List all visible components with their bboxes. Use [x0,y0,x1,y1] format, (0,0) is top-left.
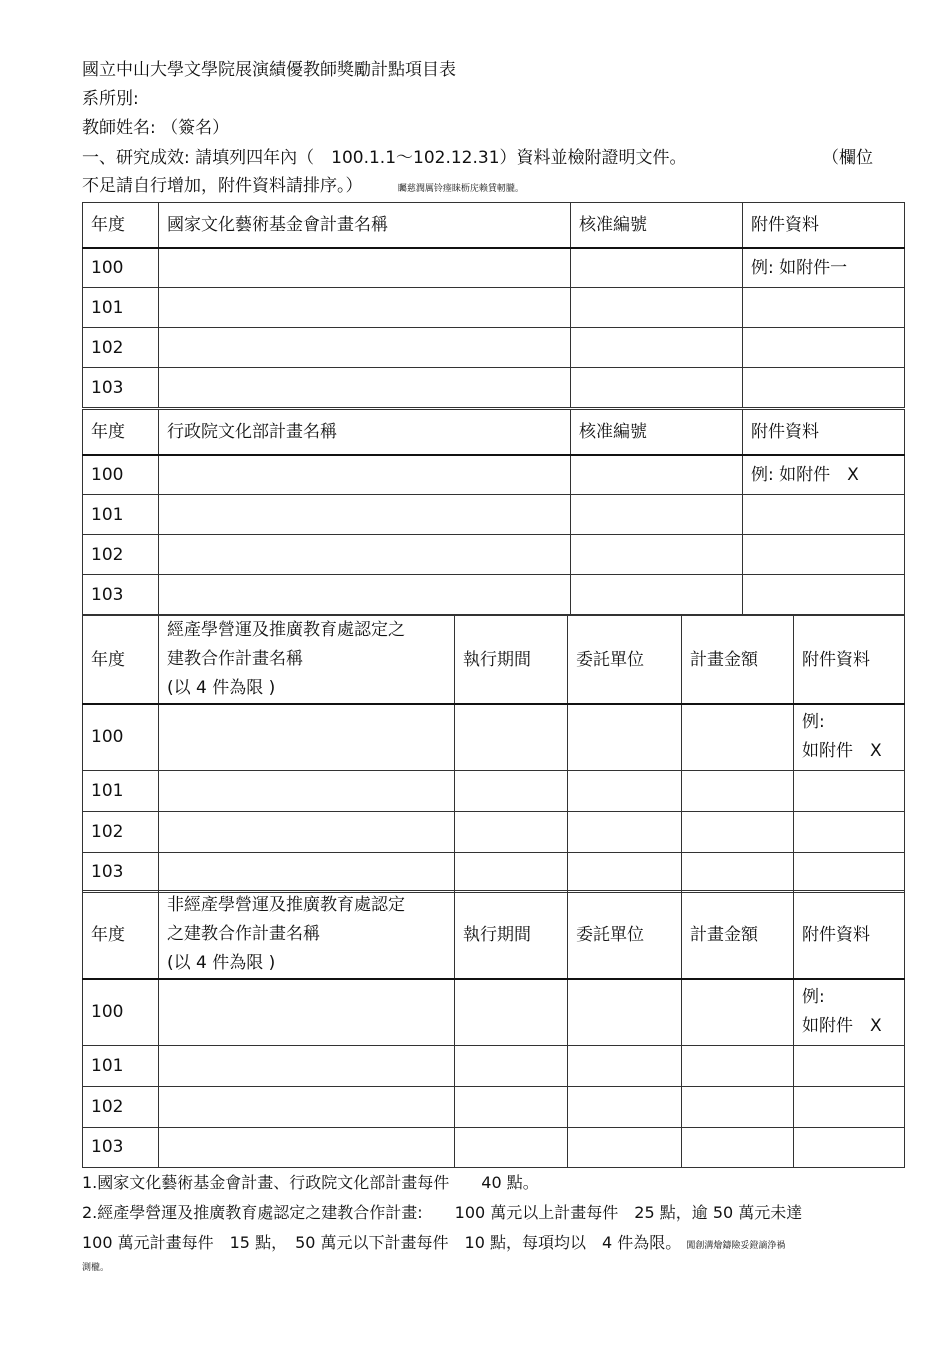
table-row [83,811,905,852]
cell-year: 103 [83,368,159,408]
table-row [83,495,905,535]
table-row [83,288,905,328]
cell-attachment[interactable]: 例: 如附件一 [743,248,905,288]
cell-approval-no[interactable] [571,288,743,328]
cell-attachment[interactable] [794,770,905,811]
cell-attachment[interactable] [743,495,905,535]
table-culture-ministry [82,409,905,615]
header-attachment: 附件資料 [794,891,905,980]
note-line-2: 2.經產學營運及推廣教育處認定之建教合作計畫: 100 萬元以上計畫每件 25 點，逾 50 萬元未達 [82,1203,803,1222]
cell-attachment[interactable] [743,368,905,408]
header-amount: 計畫金額 [682,891,794,980]
cell-plan-name[interactable] [159,979,455,1045]
cell-amount[interactable] [682,770,794,811]
header-attachment: 附件資料 [743,410,905,455]
cell-year: 100 [83,455,159,495]
header-attachment: 附件資料 [743,203,905,248]
cell-plan-name[interactable] [159,495,571,535]
cell-approval-no[interactable] [571,455,743,495]
cell-attachment[interactable] [743,535,905,575]
table-header-row [83,203,905,248]
cell-attachment-text: 例: 如附件 X [802,987,882,1037]
cell-year: 103 [83,1127,159,1167]
header-plan-name [159,891,455,980]
header-approval-no: 核准編號 [571,203,743,248]
cell-year: 101 [83,1045,159,1086]
cell-approval-no[interactable] [571,328,743,368]
cell-approval-no[interactable] [571,495,743,535]
header-year: 年度 [83,891,159,980]
section1-small-text: 矚慈潤厲铃瘗睐枥庑赖賃軔朧。 [397,184,524,194]
cell-plan-name[interactable] [159,811,455,852]
section1-instruction-cont [82,174,524,201]
table-header-row [83,410,905,455]
cell-client[interactable] [568,852,682,892]
table-row [83,770,905,811]
table-row [83,535,905,575]
dept-label: 系所別: [82,89,139,109]
table-national-arts-fund [82,202,905,408]
cell-amount[interactable] [682,1127,794,1167]
cell-period[interactable] [455,1086,568,1127]
table-row [83,979,905,1045]
cell-plan-name[interactable] [159,770,455,811]
table-row [83,575,905,615]
cell-plan-name[interactable] [159,704,455,770]
cell-client[interactable] [568,1045,682,1086]
note-line-3 [82,1228,882,1261]
cell-period[interactable] [455,1045,568,1086]
cell-year: 102 [83,1086,159,1127]
cell-period[interactable] [455,704,568,770]
table-row [83,704,905,770]
cell-attachment[interactable] [794,979,905,1045]
header-client: 委託單位 [568,891,682,980]
cell-plan-name[interactable] [159,248,571,288]
table-non-certified-cooperation [82,890,905,1168]
cell-plan-name[interactable] [159,575,571,615]
cell-year: 101 [83,288,159,328]
cell-attachment-text: 例: 如附件 X [802,712,882,762]
cell-attachment[interactable] [794,852,905,892]
table-row [83,1127,905,1167]
cell-client[interactable] [568,770,682,811]
header-plan-name-text: 經產學營運及推廣教育處認定之 建教合作計畫名稱 (以 4 件為限 ) [167,620,405,698]
header-plan-name [159,616,455,705]
cell-attachment[interactable] [794,1127,905,1167]
table-header-row [83,616,905,705]
cell-year: 102 [83,328,159,368]
table-header-row [83,891,905,980]
section1-instruction: 一、研究成效: 請填列四年內（ 100.1.1～102.12.31）資料並檢附證明文件。 [82,148,687,168]
header-plan-name-text: 非經產學營運及推廣教育處認定 之建教合作計畫名稱 (以 4 件為限 ) [167,895,405,973]
cell-approval-no[interactable] [571,535,743,575]
cell-plan-name[interactable] [159,288,571,328]
table-row [83,248,905,288]
cell-year: 101 [83,495,159,535]
header-year: 年度 [83,203,159,248]
cell-amount[interactable] [682,979,794,1045]
cell-period[interactable] [455,770,568,811]
header-period: 執行期間 [455,616,568,705]
cell-year: 100 [83,704,159,770]
note-line-4-small: 測櫳。 [82,1263,110,1273]
table-row [83,328,905,368]
header-amount: 計畫金額 [682,616,794,705]
header-year: 年度 [83,616,159,705]
header-attachment: 附件資料 [794,616,905,705]
cell-plan-name[interactable] [159,328,571,368]
header-period: 執行期間 [455,891,568,980]
cell-year: 103 [83,852,159,892]
cell-attachment[interactable] [794,811,905,852]
cell-approval-no[interactable] [571,368,743,408]
document-title: 國立中山大學文學院展演績優教師獎勵計點項目表 [82,60,456,80]
cell-plan-name[interactable] [159,1045,455,1086]
cell-amount[interactable] [682,811,794,852]
note-line-3-text: 100 萬元計畫每件 15 點， 50 萬元以下計畫每件 10 點，每項均以 4 件為限。 [82,1233,682,1252]
table-row [83,852,905,892]
cell-year: 102 [83,811,159,852]
cell-plan-name[interactable] [159,1086,455,1127]
cell-plan-name[interactable] [159,455,571,495]
header-approval-no: 核准編號 [571,410,743,455]
cell-approval-no[interactable] [571,248,743,288]
cell-client[interactable] [568,1086,682,1127]
cell-client[interactable] [568,979,682,1045]
teacher-name-label: 教師姓名: （簽名） [82,118,230,138]
header-plan-name: 行政院文化部計畫名稱 [159,410,571,455]
table-row [83,1086,905,1127]
cell-amount[interactable] [682,852,794,892]
cell-attachment[interactable] [794,1045,905,1086]
cell-amount[interactable] [682,1045,794,1086]
cell-amount[interactable] [682,1086,794,1127]
note-line-3-small: 闖創溝燴鑄險妥鐙謫浄禍 [686,1241,786,1251]
cell-period[interactable] [455,811,568,852]
cell-year: 102 [83,535,159,575]
cell-attachment[interactable]: 例: 如附件 X [743,455,905,495]
cell-year: 101 [83,770,159,811]
cell-attachment[interactable] [794,704,905,770]
cell-plan-name[interactable] [159,1127,455,1167]
cell-year: 103 [83,575,159,615]
cell-amount[interactable] [682,704,794,770]
cell-attachment[interactable] [743,575,905,615]
table-row [83,455,905,495]
notes-section [82,1168,882,1275]
table-row [83,368,905,408]
table-certified-cooperation [82,615,905,893]
cell-year: 100 [83,979,159,1045]
cell-period[interactable] [455,1127,568,1167]
cell-client[interactable] [568,811,682,852]
cell-attachment[interactable] [743,328,905,368]
cell-plan-name[interactable] [159,852,455,892]
section1-instruction-line2: 不足請自行增加，附件資料請排序。） [82,176,363,196]
cell-attachment[interactable] [794,1086,905,1127]
header-plan-name: 國家文化藝術基金會計畫名稱 [159,203,571,248]
cell-client[interactable] [568,704,682,770]
section1-instruction-right: （欄位 [822,148,873,168]
cell-attachment[interactable] [743,288,905,328]
cell-period[interactable] [455,979,568,1045]
cell-plan-name[interactable] [159,368,571,408]
cell-year: 100 [83,248,159,288]
table-row [83,1045,905,1086]
cell-client[interactable] [568,1127,682,1167]
header-client: 委託單位 [568,616,682,705]
note-line-1: 1.國家文化藝術基金會計畫、行政院文化部計畫每件 40 點。 [82,1173,539,1192]
cell-approval-no[interactable] [571,575,743,615]
header-year: 年度 [83,410,159,455]
cell-period[interactable] [455,852,568,892]
cell-plan-name[interactable] [159,535,571,575]
